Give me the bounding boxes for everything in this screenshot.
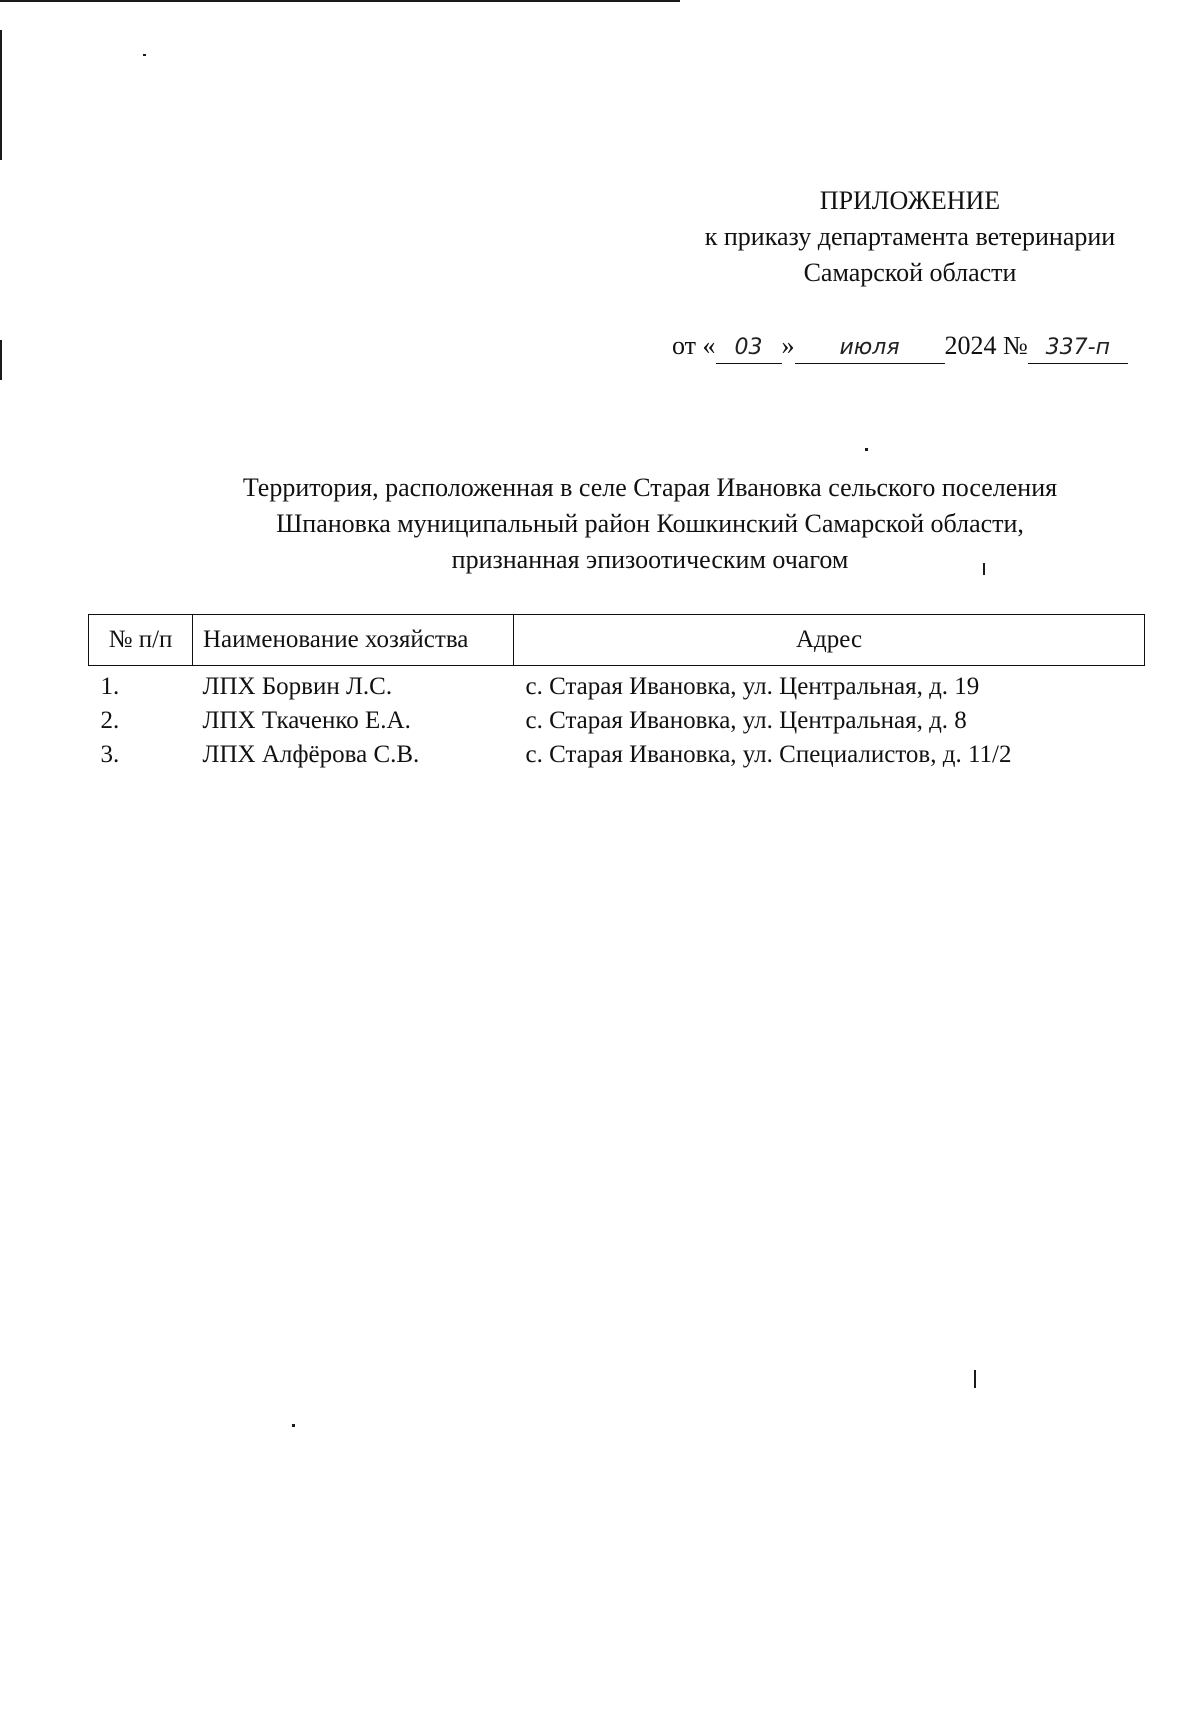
header-farm-name: Наименование хозяйства (193, 615, 514, 666)
scan-artifact-dot (865, 448, 868, 451)
row-address: с. Старая Ивановка, ул. Центральная, д. 8 (525, 707, 967, 734)
scan-artifact-dot (974, 1370, 976, 1388)
table-row (89, 666, 1145, 705)
order-quote-close: » (781, 331, 795, 360)
appendix-line-2: Самарской области (803, 258, 1017, 287)
row-number: 2. (100, 707, 120, 734)
heading-line-2: Шпановка муниципальный район Кошкинский Самарской области, (276, 509, 1024, 538)
scan-artifact-left-edge (0, 340, 2, 380)
appendix-title: ПРИЛОЖЕНИЕ (819, 186, 1001, 215)
order-prefix: от « (672, 331, 716, 360)
row-farm-name: ЛПХ Ткаченко Е.А. (202, 707, 411, 734)
row-number: 1. (100, 673, 120, 700)
scan-artifact-left-edge (0, 30, 2, 160)
document-heading (150, 470, 1150, 578)
order-year: 2024 № (944, 331, 1028, 360)
table-header-row (89, 615, 1145, 666)
order-reference (672, 328, 1128, 364)
order-number: 337-п (1028, 333, 1128, 364)
appendix-line-1: к приказу департамента ветеринарии (704, 222, 1116, 251)
heading-line-1: Территория, расположенная в селе Старая Ивановка сельского поселения (242, 473, 1058, 502)
header-number: № п/п (89, 615, 193, 666)
order-day: 03 (716, 333, 782, 364)
table-row (89, 704, 1145, 738)
row-address: с. Старая Ивановка, ул. Центральная, д. 19 (525, 673, 980, 700)
row-number: 3. (100, 741, 120, 768)
row-farm-name: ЛПХ Алфёрова С.В. (202, 741, 420, 768)
farms-table (88, 614, 1145, 772)
header-address: Адрес (514, 615, 1145, 666)
scan-artifact-dot (292, 1424, 295, 1427)
scan-artifact-dot (143, 54, 146, 56)
table-row (89, 738, 1145, 772)
row-farm-name: ЛПХ Борвин Л.С. (202, 673, 393, 700)
order-month: июля (795, 333, 945, 364)
row-address: с. Старая Ивановка, ул. Специалистов, д. 11/2 (525, 741, 1012, 768)
heading-line-3: признанная эпизоотическим очагом (451, 545, 849, 574)
scan-artifact-top-line (0, 0, 680, 2)
appendix-block (640, 183, 1180, 291)
